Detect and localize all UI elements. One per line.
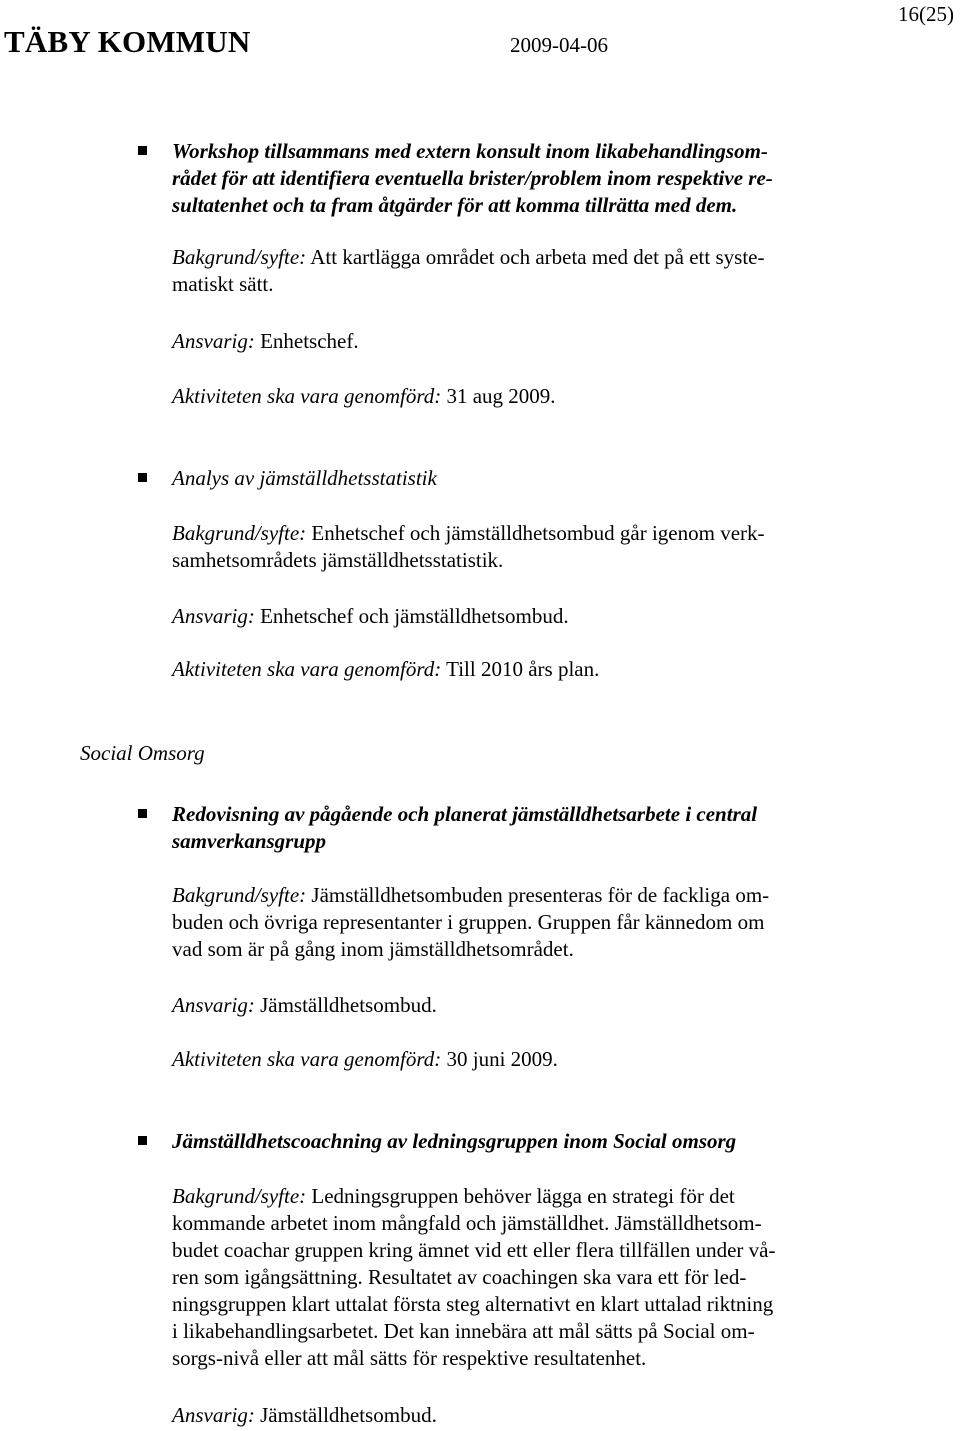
bakgrund-text: i likabehandlingsarbetet. Det kan innebära att mål sätts på Social om- [172,1319,755,1343]
title-line: Workshop tillsammans med extern konsult inom likabehandlingsom- [172,139,768,163]
page-number: 16(25) [898,2,954,26]
ansvarig-label: Ansvarig: [172,329,255,353]
item-title-workshop [172,138,862,219]
bakgrund-text: sorgs-nivå eller att mål sätts för respektive resultatenhet. [172,1346,647,1370]
bakgrund-text: budet coachar gruppen kring ämnet vid ett eller flera tillfällen under vå- [172,1238,776,1262]
bakgrund-text: buden och övriga representanter i gruppen. Gruppen får kännedom om [172,910,765,934]
document-date: 2009-04-06 [510,33,608,57]
title-line: Redovisning av pågående och planerat jämställdhetsarbete i central [172,802,758,826]
aktivitet-value: Till 2010 års plan. [446,657,600,681]
bakgrund-paragraph [172,244,862,298]
item-title-analys: Analys av jämställdhetsstatistik [172,466,437,490]
bakgrund-label: Bakgrund/syfte: [172,245,307,269]
ansvarig-line [172,328,862,355]
bakgrund-paragraph [172,882,862,963]
bullet-square-icon [138,809,147,818]
bakgrund-text: kommande arbetet inom mångfald och jämställdhet. Jämställdhetsom- [172,1211,762,1235]
bakgrund-text: ningsgruppen klart uttalat första steg alternativt en klart uttalad riktning [172,1292,774,1316]
bakgrund-text: Att kartlägga området och arbeta med det på ett syste- [310,245,765,269]
aktivitet-label: Aktiviteten ska vara genomförd: [172,1047,442,1071]
aktivitet-line [172,1046,862,1073]
ansvarig-label: Ansvarig: [172,993,255,1017]
bakgrund-paragraph [172,520,862,574]
bakgrund-label: Bakgrund/syfte: [172,1184,307,1208]
aktivitet-line [172,656,862,683]
title-line: samverkansgrupp [172,829,327,853]
ansvarig-line [172,992,862,1019]
aktivitet-value: 30 juni 2009. [446,1047,558,1071]
ansvarig-value: Jämställdhetsombud. [260,1403,437,1427]
section-heading-social-omsorg: Social Omsorg [80,741,205,765]
bakgrund-text: Ledningsgruppen behöver lägga en strategi för det [311,1184,735,1208]
aktivitet-label: Aktiviteten ska vara genomförd: [172,657,442,681]
aktivitet-label: Aktiviteten ska vara genomförd: [172,384,442,408]
ansvarig-label: Ansvarig: [172,604,255,628]
bakgrund-label: Bakgrund/syfte: [172,521,307,545]
organization-name: TÄBY KOMMUN [4,24,251,59]
ansvarig-line [172,603,862,630]
bullet-square-icon [138,473,147,482]
ansvarig-value: Enhetschef. [260,329,359,353]
bakgrund-text: vad som är på gång inom jämställdhetsområdet. [172,937,574,961]
ansvarig-line [172,1402,862,1429]
title-line: sultatenhet och ta fram åtgärder för att komma tillrätta med dem. [172,193,738,217]
bakgrund-text: Enhetschef och jämställdhetsombud går igenom verk- [311,521,765,545]
bullet-square-icon [138,1136,147,1145]
bakgrund-text: matiskt sätt. [172,272,274,296]
bakgrund-text: ren som igångsättning. Resultatet av coachingen ska vara ett för led- [172,1265,747,1289]
ansvarig-label: Ansvarig: [172,1403,255,1427]
bakgrund-label: Bakgrund/syfte: [172,883,307,907]
item-title-redovisning [172,801,862,855]
bakgrund-text: samhetsområdets jämställdhetsstatistik. [172,548,504,572]
title-line: rådet för att identifiera eventuella brister/problem inom respektive re- [172,166,773,190]
ansvarig-value: Enhetschef och jämställdhetsombud. [260,604,569,628]
aktivitet-line [172,383,862,410]
bakgrund-text: Jämställdhetsombuden presenteras för de fackliga om- [311,883,770,907]
bullet-square-icon [138,146,147,155]
bakgrund-paragraph [172,1183,862,1372]
item-title-coachning: Jämställdhetscoachning av ledningsgruppen inom Social omsorg [172,1129,737,1153]
aktivitet-value: 31 aug 2009. [446,384,556,408]
ansvarig-value: Jämställdhetsombud. [260,993,437,1017]
